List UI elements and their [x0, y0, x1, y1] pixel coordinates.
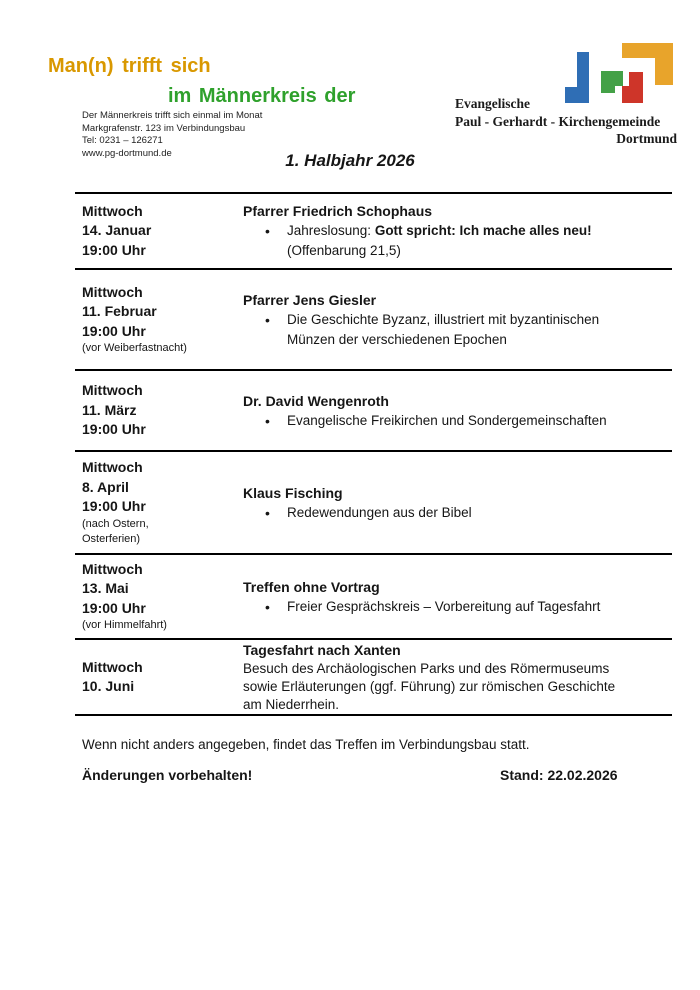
session-description: Besuch des Archäologischen Parks und des Römermuseums sowie Erläuterungen (ggf. Führung) zur römischen Geschichte am Niederrhein. — [243, 660, 616, 712]
contact-line: Tel: 0231 – 126271 — [82, 135, 163, 146]
session-title: Tagesfahrt nach Xanten — [243, 641, 401, 658]
schedule-row — [75, 640, 672, 716]
bullet-text: Evangelische Freikirchen und Sondergemeinschaften — [287, 412, 607, 428]
schedule-row — [75, 371, 672, 452]
date-line: Mittwoch — [82, 283, 143, 300]
date-line: Mittwoch — [82, 658, 143, 675]
date-line: 10. Juni — [82, 678, 135, 694]
bullet-item — [243, 221, 666, 261]
footer-changes-notice: Änderungen vorbehalten! — [82, 767, 253, 783]
schedule-table — [75, 192, 672, 716]
session-title: Pfarrer Jens Giesler — [243, 291, 377, 308]
bullet-item — [243, 310, 666, 350]
session-title: Dr. David Wengenroth — [243, 392, 389, 409]
topic-cell — [243, 452, 672, 553]
church-name-block — [455, 95, 677, 148]
date-note: (nach Ostern, — [82, 517, 149, 530]
bullet-icon: • — [265, 311, 270, 328]
church-name-line: Evangelische — [455, 96, 531, 111]
bullet-text: Die Geschichte Byzanz, illustriert mit byzantinischen Münzen der verschiedenen Epochen — [287, 311, 600, 347]
footer-note: Wenn nicht anders angegeben, findet das Treffen im Verbindungsbau statt. — [82, 737, 530, 752]
slogan-line1: Man(n) trifft sich — [48, 55, 211, 77]
footer-date-stamp: Stand: 22.02.2026 — [500, 767, 618, 783]
date-note: Osterferien) — [82, 532, 141, 545]
contact-line: Markgrafenstr. 123 im Verbindungsbau — [82, 122, 246, 134]
bullet-item — [243, 503, 666, 523]
bullet-text: Jahreslosung: Gott spricht: Ich mache alles neu! (Offenbarung 21,5) — [287, 223, 592, 258]
session-title: Klaus Fisching — [243, 484, 343, 501]
date-line: 19:00 Uhr — [82, 322, 146, 339]
bullet-icon: • — [265, 598, 270, 615]
date-cell — [75, 270, 243, 369]
bullet-icon: • — [265, 504, 270, 521]
date-line: 11. Februar — [82, 303, 157, 320]
schedule-row — [75, 270, 672, 371]
date-cell — [75, 194, 243, 268]
date-line: 19:00 Uhr — [82, 599, 146, 616]
date-line: Mittwoch — [82, 202, 143, 219]
bullet-icon: • — [265, 412, 270, 429]
date-line: 8. April — [82, 478, 129, 495]
contact-line: Der Männerkreis trifft sich einmal im Monat — [82, 110, 263, 121]
date-line: 19:00 Uhr — [82, 241, 146, 258]
date-line: 14. Januar — [82, 222, 152, 239]
contact-line-website: www.pg-dortmund.de — [82, 147, 172, 159]
date-cell — [75, 371, 243, 450]
date-line: Mittwoch — [82, 560, 143, 577]
slogan-line2: im Männerkreis der — [168, 85, 356, 107]
bullet-item — [243, 597, 666, 617]
date-note: (vor Weiberfastnacht) — [82, 342, 187, 355]
topic-cell — [243, 640, 672, 714]
schedule-row — [75, 194, 672, 270]
session-title: Pfarrer Friedrich Schophaus — [243, 203, 433, 219]
topic-cell — [243, 194, 672, 268]
date-cell — [75, 555, 243, 638]
date-line: 19:00 Uhr — [82, 421, 146, 438]
date-cell — [75, 452, 243, 553]
date-note: (vor Himmelfahrt) — [82, 619, 167, 632]
page-title: 1. Halbjahr 2026 — [285, 151, 415, 170]
topic-cell — [243, 371, 672, 450]
bullet-text: Redewendungen aus der Bibel — [287, 504, 472, 520]
church-name-line: Dortmund — [616, 131, 677, 146]
schedule-row — [75, 555, 672, 640]
date-cell — [75, 640, 243, 714]
date-line: Mittwoch — [82, 459, 143, 476]
bullet-text: Freier Gesprächskreis – Vorbereitung auf Tagesfahrt — [287, 598, 601, 614]
session-title: Treffen ohne Vortrag — [243, 578, 380, 595]
bullet-item — [243, 411, 666, 431]
date-line: 11. März — [82, 401, 137, 418]
date-line: Mittwoch — [82, 382, 143, 399]
topic-cell — [243, 270, 672, 369]
date-line: 19:00 Uhr — [82, 498, 146, 515]
date-line: 13. Mai — [82, 580, 129, 597]
logo-shape-green — [601, 71, 623, 93]
topic-cell — [243, 555, 672, 638]
church-name-line: Paul - Gerhardt - Kirchengemeinde — [455, 113, 661, 129]
schedule-row — [75, 452, 672, 555]
bullet-icon: • — [265, 223, 270, 239]
